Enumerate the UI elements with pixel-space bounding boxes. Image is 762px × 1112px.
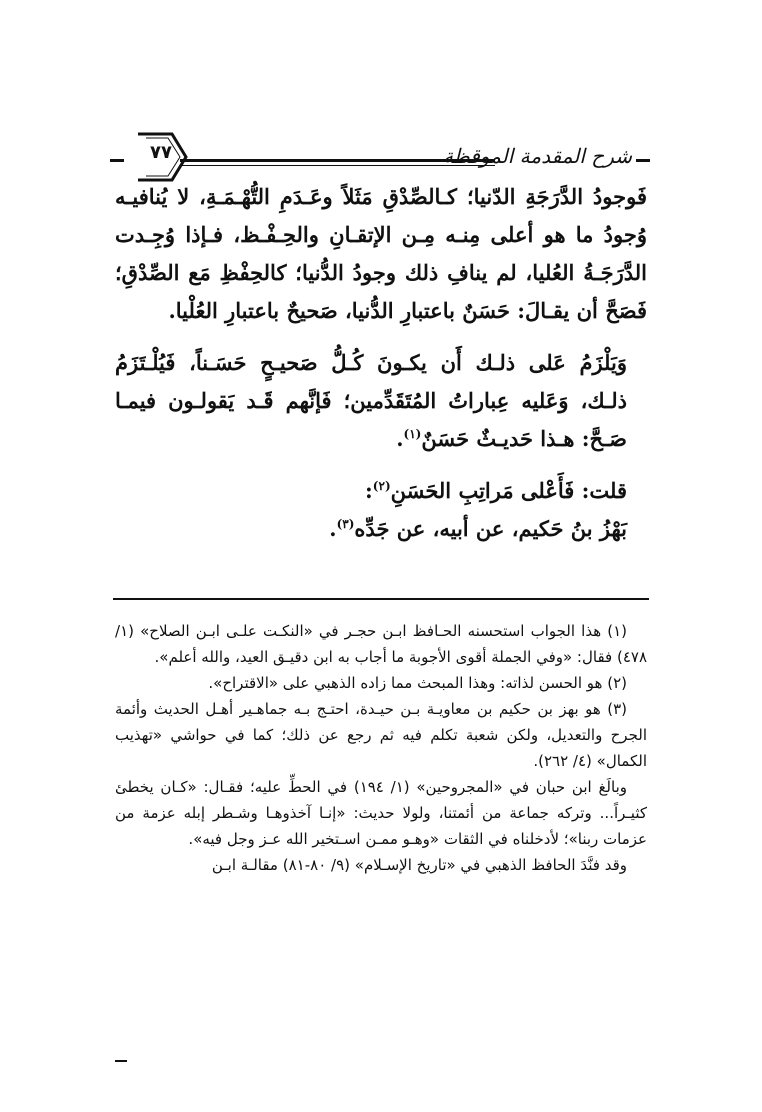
punctuation: : — [365, 478, 373, 503]
footnote-3-continued: وقد فنَّدَ الحافظ الذهبي في «تاريخ الإسـلام» (٩/ ٨٠-٨١) مقالـة ابـن — [211, 856, 627, 874]
text-line: وَيَلْزَمُ عَلى ذلـك أَن يكـونَ كُـلُّ صَحيـحٍ حَسَـناً، فَيُلْـتَزَمُ ذلـك، — [115, 350, 627, 413]
footnote-divider — [113, 598, 649, 600]
footnote-ref: (٣) — [336, 517, 355, 531]
text-line: بَهْزُ بنُ حَكيم، عن أبيه، عن جَدِّه — [354, 516, 627, 541]
running-title: شرح المقدمة الموقظة — [443, 144, 632, 168]
text-line: فَوجودُ الدَّرَجَةِ الدّنيا؛ كـالصِّدْقِ مَثَلاً وعَـدَمِ التُّهْـمَـةِ، لا يُنافيـه — [115, 184, 647, 209]
paragraph-4 — [115, 510, 647, 548]
main-text — [115, 178, 647, 548]
footnotes — [115, 618, 647, 878]
footnote-3: (٣) هو بهز بن حكيم بن معاويـة بـن حيـدة، احتـج بـه جماهـير أهـل الحديث وأئمة الجرح والتعديل، ولكن شعبة تكلم فيه ثم رجع عن ذلك؛ كما في حواشي «تهذيب الكمال» (٤/ ٢٦٢). — [115, 700, 647, 770]
text-line: قلت: فَأَعْلى مَراتِبِ الحَسَنِ — [390, 478, 627, 503]
punctuation: . — [396, 426, 404, 451]
paragraph-2 — [115, 344, 647, 458]
page-number: ٧٧ — [150, 142, 172, 163]
footnote-1: (١) هذا الجواب استحسنه الحـافظ ابـن حجـر في «النكـت علـى ابـن الصلاح» (١/ ٤٧٨) فقال: «وفي الجملة أقوى الأجوبة ما أجاب به ابن دقيـق العيد، والله أعلم». — [115, 622, 647, 666]
text-line: وَعَليه عِباراتُ المُتَقَدِّمين؛ فَإنَّهم قَـد يَقولـون فيمـا صَـحَّ: هـذا حَديـثٌ — [115, 388, 627, 451]
header-rule-thin — [180, 165, 495, 166]
text-line: حَسَنٌ — [421, 426, 470, 451]
page-header — [110, 118, 650, 178]
header-dash — [636, 159, 650, 162]
text-line: العُليا، لم ينافِ ذلك وجودُ الدُّنيا؛ كالحِفْظِ مَع الصِّدْقِ؛ فَصَحَّ أن يقـالَ: — [115, 260, 647, 323]
footnote-3-continued: وبالَغ ابن حبان في «المجروحين» (١/ ١٩٤) في الحطِّ عليه؛ فقـال: «كـان يخطئ كثيـراً... وتركه جماعة من أئمتنا، ولولا حديث: «إنـا آخذوهـا وشـطر إبله عزمة من عزمات ربنا»؛ لأدخلناه في الثقات «وهـو ممـن اسـتخير الله عـز وجل فيه». — [115, 778, 647, 848]
continuation-mark — [115, 1060, 127, 1062]
paragraph-3 — [115, 472, 647, 510]
header-dash — [110, 159, 124, 162]
paragraph-1 — [115, 178, 647, 330]
text-line: حَسَنٌ باعتبارِ الدُّنيا، صَحيحٌ باعتبارِ العُلْيا. — [168, 298, 510, 323]
footnote-2: (٢) هو الحسن لذاته: وهذا المبحث مما زاده الذهبي على «الاقتراح». — [208, 674, 627, 692]
header-rule-thick — [180, 159, 495, 162]
text-line: وُجودُ ما هو أعلى مِنـه مِـن الإتقـانِ والحِـفْـظ، فـإذا وُجِـدت الدَّرَجَـةُ — [115, 222, 648, 285]
footnote-ref: (٢) — [372, 479, 391, 493]
footnote-ref: (١) — [403, 427, 422, 441]
punctuation: . — [329, 516, 337, 541]
